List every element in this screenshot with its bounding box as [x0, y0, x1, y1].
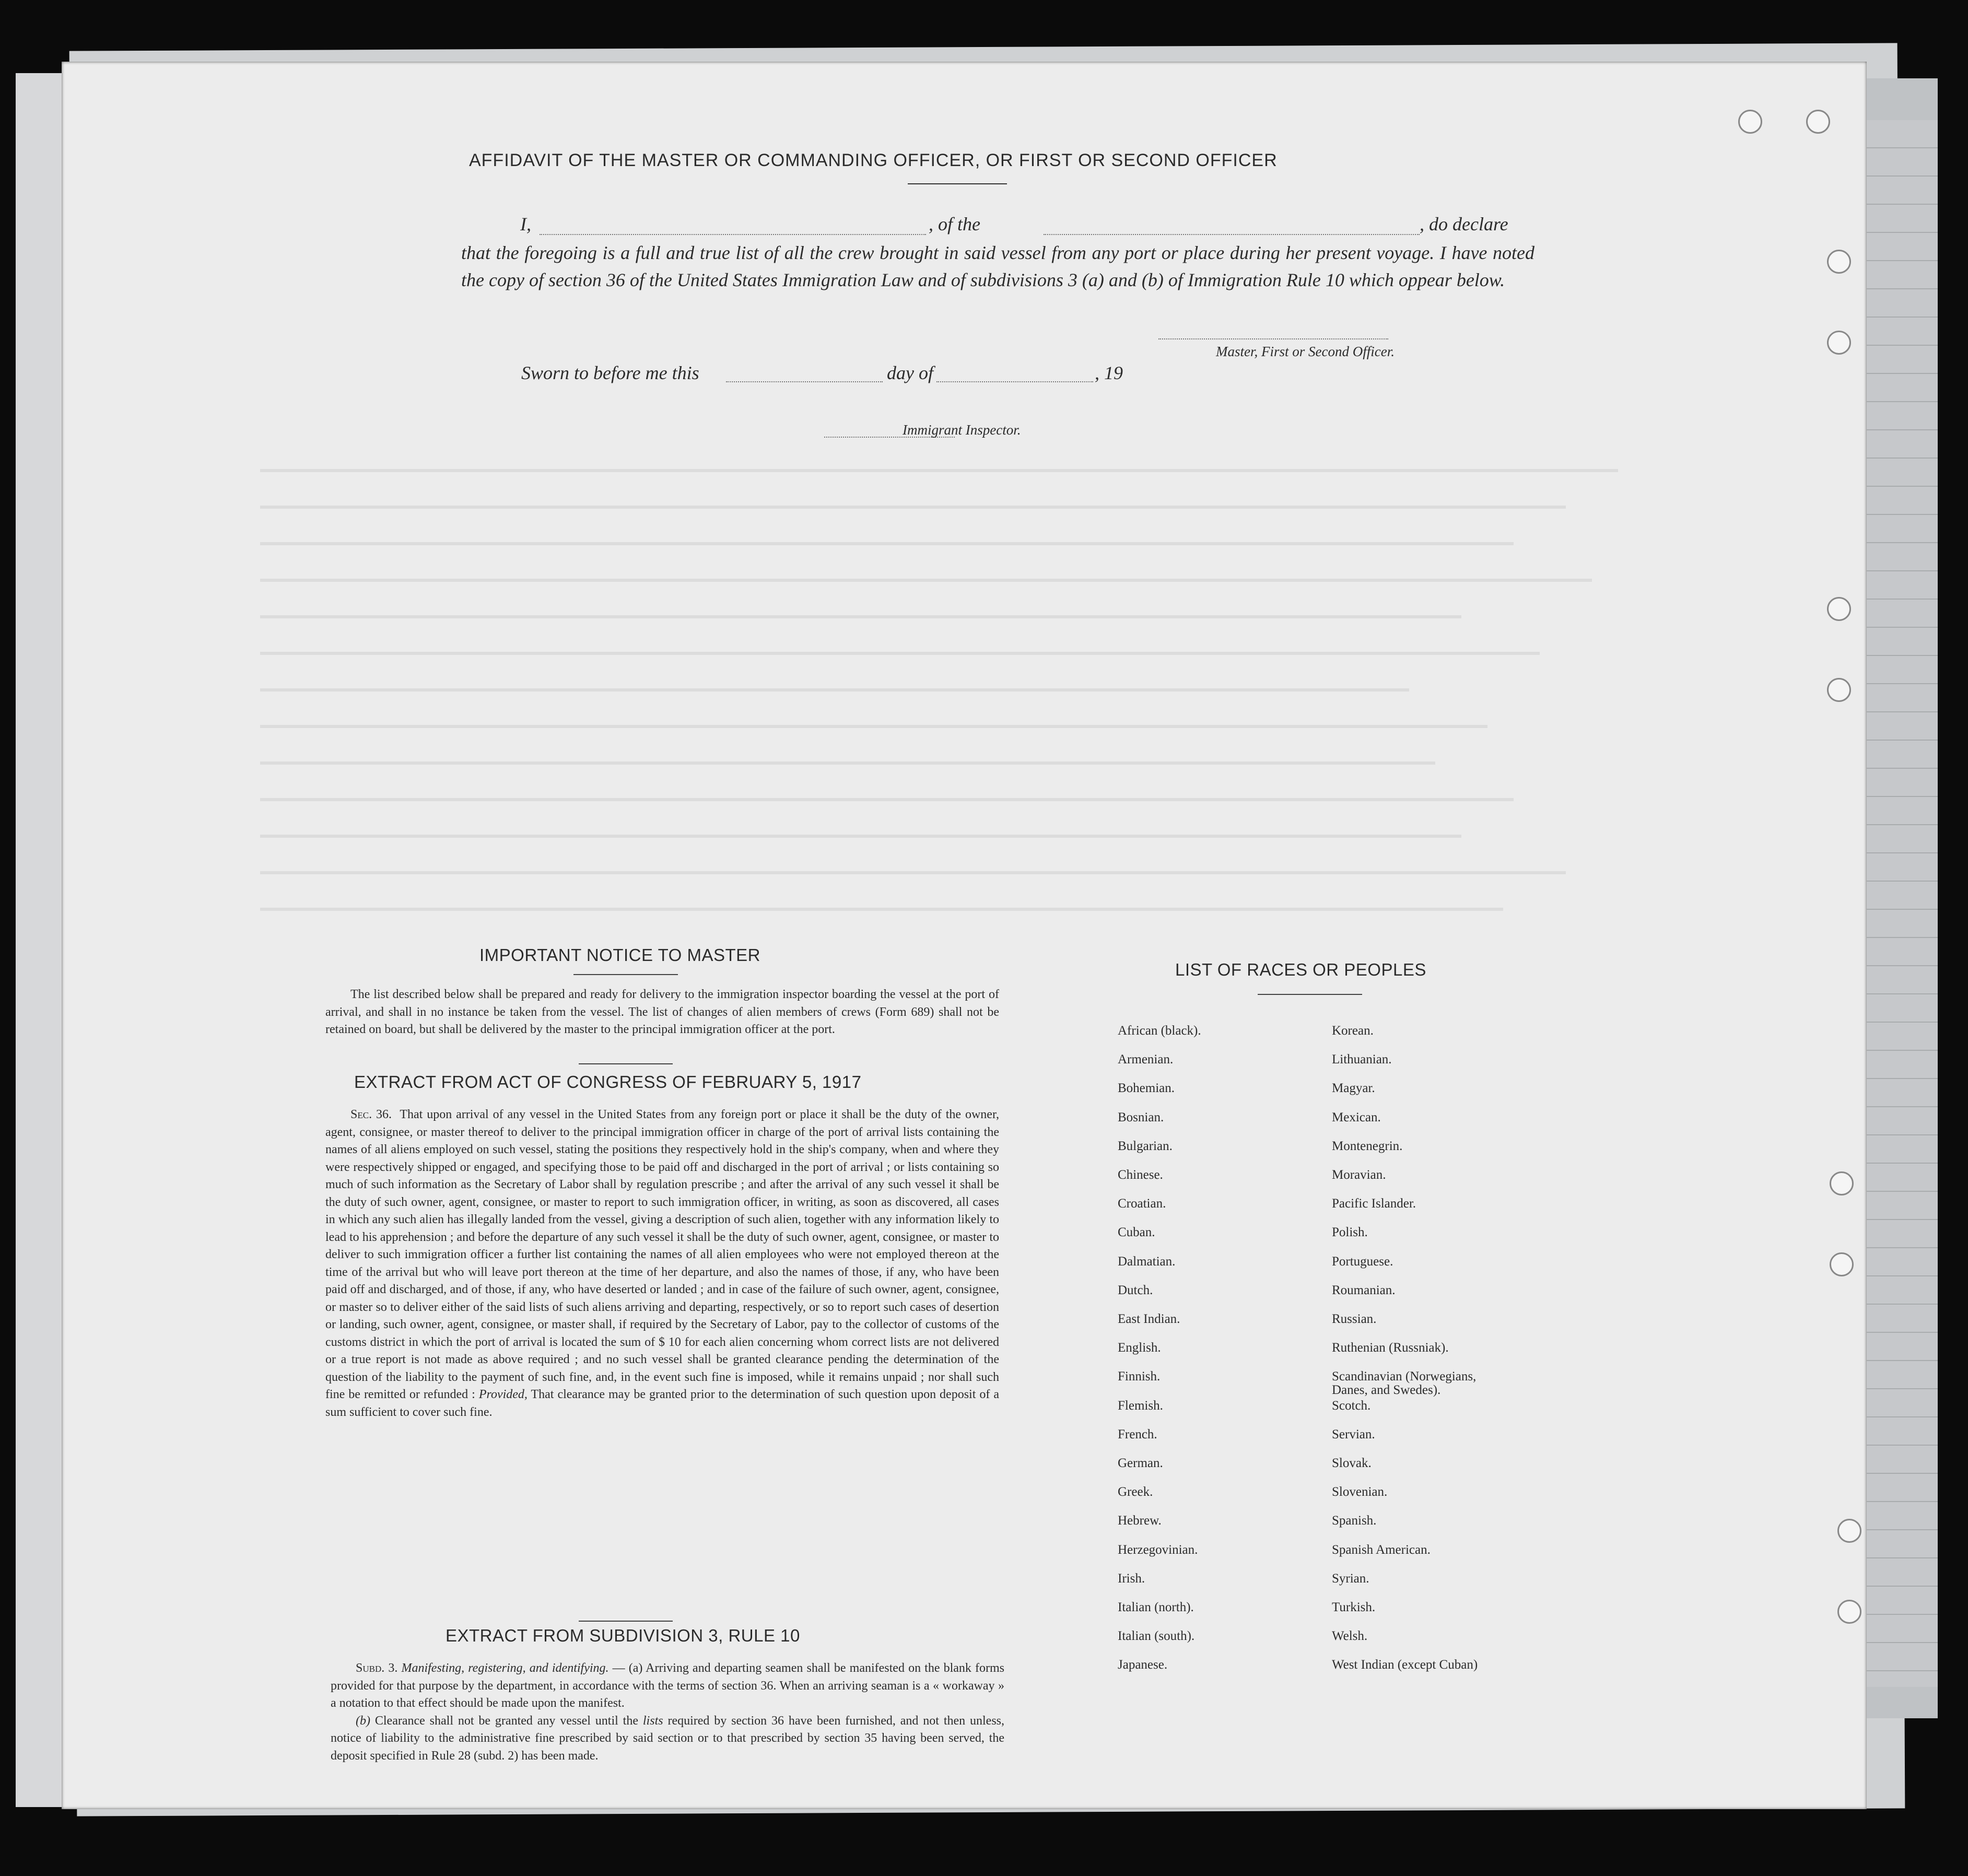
- race-item: Welsh.: [1332, 1629, 1368, 1643]
- bleed-through-row: [260, 908, 1503, 911]
- race-item: Pacific Islander.: [1332, 1197, 1416, 1211]
- section-divider: [579, 1063, 673, 1064]
- races-title: LIST OF RACES OR PEOPLES: [1175, 960, 1426, 979]
- binder-hole: [1827, 250, 1851, 274]
- part-b-text-2: required by section 36 have been furnished, and not then unless, notice of liability to the administrative fine prescribed by said section or to that prescribed by section 35 having been served, the deposit specified in Rule 28 (subd. 2) has been made.: [331, 1714, 1005, 1763]
- race-item: African (black).: [1118, 1024, 1201, 1038]
- race-item: Bosnian.: [1118, 1110, 1164, 1124]
- race-item: Hebrew.: [1118, 1514, 1162, 1528]
- bleed-through-row: [260, 871, 1566, 874]
- part-a-text: — (a) Arriving and departing seamen shall be manifested on the blank forms provided for that purpose by the department, in accordance with the terms of section 36. When an arriving seaman is a « workaway » a notation to that effect should be made upon the manifest.: [331, 1661, 1005, 1710]
- subdivision-label: Subd. 3.: [356, 1661, 398, 1675]
- sworn-day-blank[interactable]: [726, 381, 883, 382]
- section-label: Sec. 36.: [350, 1108, 392, 1121]
- race-item: Ruthenian (Russniak).: [1332, 1341, 1449, 1355]
- subdivision-heading: Manifesting, registering, and identifying.: [401, 1661, 609, 1675]
- race-item: West Indian (except Cuban): [1332, 1658, 1478, 1672]
- race-item: Scandinavian (Norwegians,: [1332, 1369, 1477, 1383]
- race-item: Spanish American.: [1332, 1543, 1431, 1557]
- notice-title: IMPORTANT NOTICE TO MASTER: [479, 945, 761, 965]
- race-item: Slovenian.: [1332, 1485, 1388, 1499]
- race-item: Moravian.: [1332, 1168, 1386, 1182]
- bleed-through-row: [260, 579, 1592, 582]
- sworn-month-blank[interactable]: [936, 381, 1093, 382]
- race-item: English.: [1118, 1341, 1161, 1355]
- of-the-label: , of the: [929, 214, 980, 235]
- sworn-label: Sworn to before me this: [521, 362, 699, 383]
- provided-text: That clearance may be granted prior to the determination of such question upon deposit of a sum sufficient to cover such fine.: [325, 1388, 999, 1419]
- binder-hole: [1837, 1600, 1861, 1624]
- binder-hole: [1830, 1252, 1854, 1276]
- provided-label: Provided,: [478, 1388, 528, 1401]
- race-item: Russian.: [1332, 1312, 1377, 1326]
- race-item: Mexican.: [1332, 1110, 1381, 1124]
- bleed-through-row: [260, 798, 1514, 801]
- race-item: Cuban.: [1118, 1225, 1155, 1239]
- race-item: Korean.: [1332, 1024, 1374, 1038]
- race-item: Montenegrin.: [1332, 1139, 1403, 1153]
- do-declare-label: , do declare: [1420, 214, 1508, 235]
- inspector-signature-label: Immigrant Inspector.: [903, 422, 1021, 438]
- master-signature-line[interactable]: [1158, 338, 1388, 339]
- title-underline: [908, 183, 1007, 184]
- race-item: Spanish.: [1332, 1514, 1377, 1528]
- ledger-page-edge: [1859, 120, 1938, 1687]
- binder-hole: [1806, 110, 1830, 134]
- race-item: French.: [1118, 1427, 1157, 1441]
- race-item: Bohemian.: [1118, 1081, 1175, 1095]
- binder-hole: [1827, 331, 1851, 355]
- races-underline: [1258, 994, 1362, 995]
- vessel-name-blank[interactable]: [1044, 234, 1420, 235]
- binder-hole: [1837, 1519, 1861, 1543]
- race-item: Servian.: [1332, 1427, 1375, 1441]
- race-item: Armenian.: [1118, 1052, 1174, 1066]
- binder-hole: [1830, 1171, 1854, 1195]
- master-signature-label: Master, First or Second Officer.: [1216, 344, 1395, 359]
- bleed-through-row: [260, 688, 1409, 691]
- binder-hole: [1827, 597, 1851, 621]
- race-item: Italian (north).: [1118, 1600, 1194, 1614]
- section-divider: [579, 1621, 673, 1622]
- bleed-through-row: [260, 725, 1487, 728]
- race-item: German.: [1118, 1456, 1163, 1470]
- affidavit-i-label: I,: [520, 214, 531, 235]
- race-item: Polish.: [1332, 1225, 1368, 1239]
- bleed-through-row: [260, 542, 1514, 545]
- race-item: Portuguese.: [1332, 1254, 1393, 1269]
- race-item: Finnish.: [1118, 1369, 1161, 1383]
- race-item: Slovak.: [1332, 1456, 1372, 1470]
- bleed-through-row: [260, 761, 1435, 765]
- year-label: , 19: [1095, 362, 1123, 383]
- binder-hole: [1738, 110, 1762, 134]
- race-item: Syrian.: [1332, 1572, 1369, 1586]
- part-b-label: (b): [356, 1714, 370, 1728]
- notice-text: The list described below shall be prepared and ready for delivery to the immigration inspector boarding the vessel at the port of arrival, and shall in no instance be taken from the vessel. The list of changes of alien members of crews (Form 689) shall not be retained on board, but shall be delivered by the master to the principal immigration officer at the port.: [325, 988, 999, 1036]
- race-item: Scotch.: [1332, 1399, 1371, 1413]
- section-36-text: That upon arrival of any vessel in the United States from any foreign port or place it shall be the duty of the owner, agent, consignee, or master thereof to deliver to the principal immigration officer in charge of the port of arrival lists containing the names of all aliens employed on such vessel, stating the positions they respectively hold in the ship's company, when and where they were respectively shipped or engaged, and specifying those to be paid off and discharged in the port of arrival ; or lists containing so much of such information as the Secretary of Labor shall by regulation prescribe ; and after the arrival of any such vessel it shall be the duty of such owner, agent, consignee, or master to report to such immigration officer, in writing, as soon as discovered, all cases in which any such alien has illegally landed from the vessel, giving a description of such alien, together with any information likely to lead to his apprehension ; and before the departure of any such vessel it shall be the duty of such owner, agent, consignee, or master to deliver to such immigration officer a further list containing the names of all alien employees who were not employed thereon at the time of the arrival but who will leave port thereon at the time of her departure, and also the names of those, if any, who have been paid off and discharged, and of those, if any, who have deserted or landed ; and in case of the failure of such owner, agent, consignee, or master so to deliver either of the said lists of such aliens arriving and departing, respectively, or so to report such cases of desertion or landing, such owner, agent, consignee, or master shall, if required by the Secretary of Labor, pay to the collector of customs of the customs district in which the port of arrival is located the sum of $ 10 for each alien concerning whom correct lists are not delivered or a true report is not made as above required ; and no such vessel shall be granted clearance pending the determination of the question of the liability to the payment of such fine, and, in the event such fine is imposed, while it remains unpaid ; nor shall such fine be remitted or refunded :: [325, 1108, 999, 1401]
- race-item: Herzegovinian.: [1118, 1543, 1198, 1557]
- act-extract-title: EXTRACT FROM ACT OF CONGRESS OF FEBRUARY 5, 1917: [354, 1072, 862, 1092]
- bleed-through-row: [260, 652, 1540, 655]
- document-page: [62, 62, 1867, 1809]
- race-item: Croatian.: [1118, 1197, 1166, 1211]
- day-of-label: day of: [887, 362, 933, 383]
- part-b-lists: lists: [642, 1714, 663, 1728]
- race-item: Japanese.: [1118, 1658, 1168, 1672]
- act-extract-text: [325, 1106, 999, 1421]
- rule-extract-text: [331, 1660, 1004, 1765]
- race-item: Dutch.: [1118, 1283, 1153, 1297]
- race-item: Dalmatian.: [1118, 1254, 1176, 1269]
- notice-underline: [573, 974, 678, 975]
- race-item: Danes, and Swedes).: [1332, 1383, 1441, 1397]
- race-item: Irish.: [1118, 1572, 1145, 1586]
- race-item: Bulgarian.: [1118, 1139, 1173, 1153]
- rule-extract-title: EXTRACT FROM SUBDIVISION 3, RULE 10: [446, 1626, 800, 1645]
- race-item: Turkish.: [1332, 1600, 1376, 1614]
- master-name-blank[interactable]: [540, 234, 926, 235]
- race-item: Greek.: [1118, 1485, 1153, 1499]
- race-item: Italian (south).: [1118, 1629, 1195, 1643]
- race-item: Roumanian.: [1332, 1283, 1396, 1297]
- race-item: East Indian.: [1118, 1312, 1180, 1326]
- race-item: Magyar.: [1332, 1081, 1375, 1095]
- part-b-text-1: Clearance shall not be granted any vessel until the: [374, 1714, 639, 1728]
- bleed-through-row: [260, 506, 1566, 509]
- bleed-through-row: [260, 615, 1461, 618]
- binder-hole: [1827, 678, 1851, 702]
- race-item: Lithuanian.: [1332, 1052, 1392, 1066]
- affidavit-statement: that the foregoing is a full and true list of all the crew brought in said vessel from any port or place during her present voyage. I have noted the copy of section 36 of the United States Immigration Law and of subdivisions 3 (a) and (b) of Immigration Rule 10 which oppear below.: [461, 242, 1534, 290]
- bleed-through-row: [260, 469, 1618, 472]
- affidavit-title: AFFIDAVIT OF THE MASTER OR COMMANDING OFFICER, OR FIRST OR SECOND OFFICER: [469, 150, 1278, 170]
- race-item: Chinese.: [1118, 1168, 1163, 1182]
- bleed-through-row: [260, 835, 1461, 838]
- race-item: Flemish.: [1118, 1399, 1163, 1413]
